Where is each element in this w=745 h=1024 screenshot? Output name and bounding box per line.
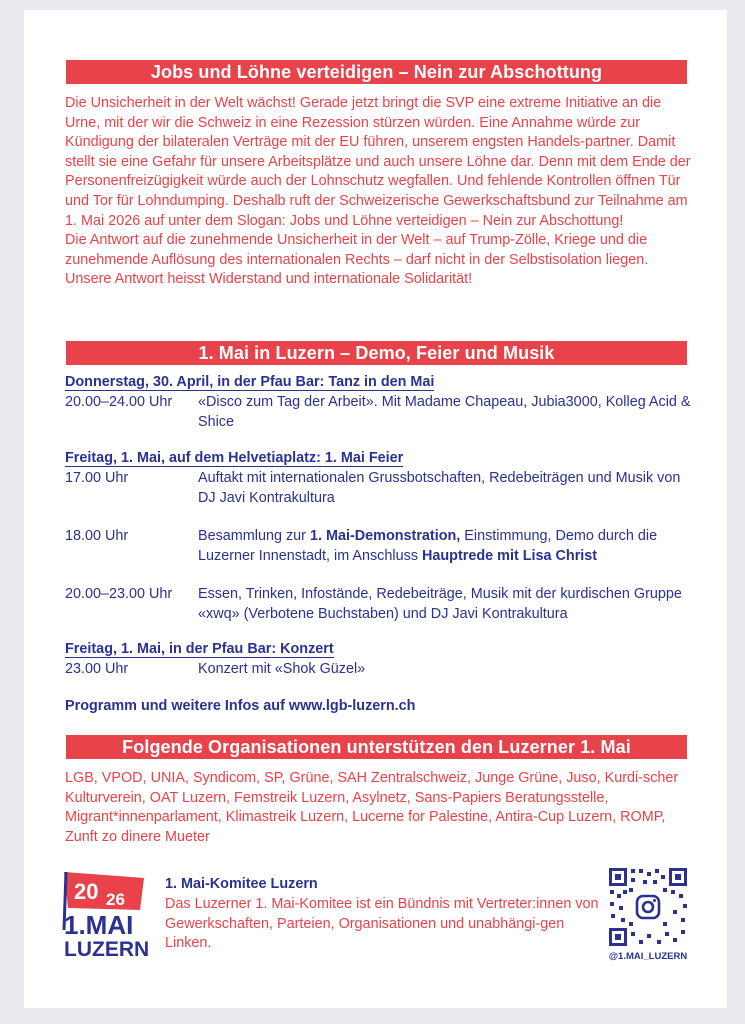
instagram-qr-code[interactable]: [607, 866, 689, 948]
day-heading-thursday: [65, 374, 695, 390]
event-text: Essen, Trinken, Infostände, Redebeiträge, Musik mit der kurdischen Gruppe «xwq» (Verbotene Buchstaben) und DJ Javi Kontrakultura: [198, 586, 682, 622]
section-heading-program: 1. Mai in Luzern – Demo, Feier und Musik: [66, 341, 687, 365]
logo-line-1: 1.MAI: [64, 910, 134, 940]
program-info-link: Programm und weitere Infos auf www.lgb-luzern.ch: [65, 698, 416, 714]
logo-year-b: 26: [106, 890, 125, 909]
komitee-title: 1. Mai-Komitee Luzern: [165, 876, 318, 892]
intro-paragraph-1: Die Unsicherheit in der Welt wächst! Gerade jetzt bringt die SVP eine extreme Initiative an die Urne, mit der wir die Schweiz in eine Rezession stürzen würden. Eine Annahme würde zur Kündigung der bilateralen Verträge mit der EU führen, unserem engsten Handels-partner. Damit stellt sie eine Gefahr für unsere Arbeitsplätze und auch unsere Löhne dar. Denn mit dem Ende der Personenfreizügigkeit würde auch der Lohnschutz wegfallen. Und fehlende Kontrollen öffnen Tür und Tor für Lohndumping. Deshalb ruft der Schweizerische Gewerkschaftsbund zur Teilnahme am 1. Mai 2026 auf unter dem Slogan: Jobs und Löhne verteidigen – Nein zur Abschottung!: [65, 95, 691, 229]
komitee-text: Das Luzerner 1. Mai-Komitee ist ein Bündnis mit Vertreter:innen von Gewerkschaften, Parteien, Organisationen und unabhängi-gen Linken.: [165, 896, 599, 952]
event-time: 18.00 Uhr: [65, 528, 129, 544]
event-time: 20.00–24.00 Uhr: [65, 394, 173, 410]
event-time: 17.00 Uhr: [65, 470, 129, 486]
instagram-handle: @1.MAI_LUZERN: [608, 951, 688, 962]
intro-paragraph-2: Die Antwort auf die zunehmende Unsicherheit in der Welt – auf Trump-Zölle, Kriege und die zunehmende Auflösung des internationalen Rechts – darf nicht in der Selbstisolation liegen. Unsere Antwort heisst Widerstand und internationale Solidarität!: [65, 232, 649, 288]
logo-year-a: 20: [74, 879, 99, 904]
mai-luzern-logo: [60, 868, 152, 960]
event-time: 20.00–23.00 Uhr: [65, 586, 173, 602]
organisations-list: LGB, VPOD, UNIA, Syndicom, SP, Grüne, SAH Zentralschweiz, Junge Grüne, Juso, Kurdi-scher Kulturverein, OAT Luzern, Femstreik Luzern, Asylnetz, Sans-Papiers Beratungsstelle, Migrant*innenparlament, Klimastreik Luzern, Lucerne for Palestine, Antira-Cup Luzern, ROMP, Zunft zo dinere Mueter: [65, 770, 679, 845]
intro-text: [65, 94, 695, 290]
day-heading-friday-feier: [65, 450, 695, 466]
day-title: Freitag, 1. Mai, auf dem Helvetiaplatz: 1. Mai Feier: [65, 450, 404, 466]
logo-line-2: LUZERN: [64, 938, 150, 960]
day-title: Freitag, 1. Mai, in der Pfau Bar: Konzert: [65, 641, 334, 657]
day-heading-friday-konzert: [65, 641, 695, 657]
event-text: «Disco zum Tag der Arbeit». Mit Madame Chapeau, Jubia3000, Kolleg Acid & Shice: [198, 394, 691, 430]
event-text: Besammlung zur 1. Mai-Demonstration, Einstimmung, Demo durch die Luzerner Innenstadt, im Anschluss Hauptrede mit Lisa Christ: [198, 528, 658, 564]
event-time: 23.00 Uhr: [65, 661, 129, 677]
section-heading-organisations: Folgende Organisationen unterstützen den Luzerner 1. Mai: [66, 735, 687, 759]
event-text: Auftakt mit internationalen Grussbotschaften, Redebeiträgen und Musik von DJ Javi Kontrakultura: [198, 470, 681, 506]
day-title: Donnerstag, 30. April, in der Pfau Bar: Tanz in den Mai: [65, 374, 435, 390]
event-text: Konzert mit «Shok Güzel»: [198, 661, 366, 677]
section-heading-jobs: Jobs und Löhne verteidigen – Nein zur Abschottung: [66, 60, 687, 84]
